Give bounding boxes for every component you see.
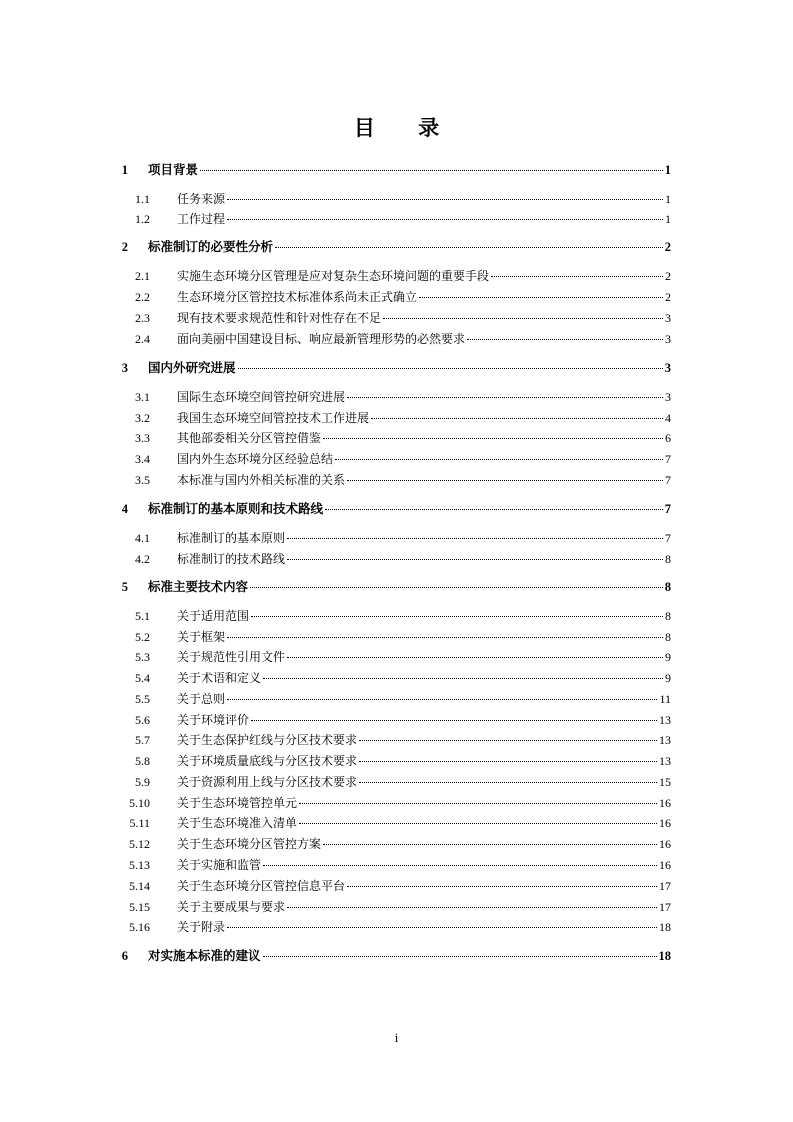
toc-entry-line (177, 532, 671, 544)
toc-section-entry[interactable] (0, 809, 793, 829)
toc-chapter-entry[interactable] (0, 942, 793, 962)
toc-page-number: 1 (665, 212, 671, 226)
toc-chapter-entry[interactable] (0, 495, 793, 515)
toc-label: 实施生态环境分区管理是应对复杂生态环境问题的重要手段 (177, 269, 490, 283)
toc-number: 2.4 (135, 332, 150, 346)
toc-section-entry[interactable] (0, 602, 793, 622)
toc-label: 本标准与国内外相关标准的关系 (177, 473, 346, 487)
toc-number: 3.1 (135, 390, 150, 404)
toc-page-number: 7 (665, 473, 671, 487)
toc-entry-line (148, 578, 671, 594)
toc-leader-dots (227, 927, 657, 928)
toc-entry-line (148, 359, 671, 375)
toc-leader-dots (371, 418, 663, 419)
toc-number: 2.2 (135, 290, 150, 304)
toc-section-entry[interactable] (0, 872, 793, 892)
toc-page-number: 17 (659, 879, 671, 893)
toc-leader-dots (323, 438, 663, 439)
toc-entry-line (177, 651, 671, 663)
toc-chapter-entry[interactable] (0, 233, 793, 253)
toc-number: 2.1 (135, 269, 150, 283)
toc-entry-line (177, 432, 671, 444)
toc-number: 2.3 (135, 311, 150, 325)
toc-leader-dots (287, 559, 663, 560)
toc-label: 关于环境质量底线与分区技术要求 (177, 754, 358, 768)
toc-number: 6 (121, 948, 128, 963)
toc-leader-dots (299, 803, 657, 804)
toc-number: 5.8 (135, 754, 150, 768)
toc-label: 关于总则 (177, 692, 226, 706)
toc-leader-dots (263, 865, 657, 866)
toc-entry-line (148, 161, 671, 177)
toc-page-number: 13 (659, 713, 671, 727)
toc-number: 5.16 (129, 920, 150, 934)
toc-entry-line (177, 553, 671, 565)
toc-page-number: 16 (659, 837, 671, 851)
toc-section-entry[interactable] (0, 466, 793, 486)
toc-label: 生态环境分区管控技术标准体系尚未正式确立 (177, 290, 418, 304)
toc-chapter-entry[interactable] (0, 573, 793, 593)
toc-leader-dots (419, 297, 663, 298)
toc-section-entry[interactable] (0, 325, 793, 345)
toc-chapter-entry[interactable] (0, 156, 793, 176)
toc-leader-dots (227, 219, 663, 220)
toc-label: 标准制订的必要性分析 (148, 238, 274, 254)
toc-entry-line (177, 838, 671, 850)
toc-page-number: 16 (659, 858, 671, 872)
toc-number: 5.13 (129, 858, 150, 872)
toc-entry-line (177, 859, 671, 871)
toc-label: 项目背景 (148, 161, 199, 177)
toc-entry-line (177, 631, 671, 643)
toc-section-entry[interactable] (0, 830, 793, 850)
toc-number: 3 (121, 360, 128, 375)
toc-leader-dots (287, 907, 657, 908)
toc-page-number: 9 (665, 671, 671, 685)
toc-label: 我国生态环境空间管控技术工作进展 (177, 411, 370, 425)
toc-entry-line (177, 776, 671, 788)
toc-leader-dots (263, 678, 663, 679)
toc-leader-dots (347, 886, 657, 887)
toc-leader-dots (287, 538, 663, 539)
toc-entry-line (177, 817, 671, 829)
toc-label: 国内外研究进展 (148, 359, 236, 375)
toc-number: 3.5 (135, 473, 150, 487)
toc-label: 关于适用范围 (177, 609, 250, 623)
toc-page-number: 13 (659, 754, 671, 768)
toc-page-number: 8 (665, 630, 671, 644)
toc-entry-line (177, 333, 671, 345)
toc-page-number: 2 (665, 269, 671, 283)
toc-number: 5.1 (135, 609, 150, 623)
toc-page-number: 8 (665, 552, 671, 566)
toc-page-number: 3 (664, 360, 671, 375)
toc-page-number: 2 (665, 290, 671, 304)
toc-entry-line (148, 238, 671, 254)
toc-label: 国内外生态环境分区经验总结 (177, 452, 334, 466)
toc-entry-line (177, 391, 671, 403)
toc-section-entry[interactable] (0, 524, 793, 544)
toc-label: 任务来源 (177, 192, 226, 206)
toc-section-entry[interactable] (0, 304, 793, 324)
toc-number: 1.1 (135, 192, 150, 206)
toc-number: 5.7 (135, 733, 150, 747)
toc-label: 关于环境评价 (177, 713, 250, 727)
toc-entry-line (177, 412, 671, 424)
toc-leader-dots (251, 720, 657, 721)
toc-section-entry[interactable] (0, 643, 793, 663)
toc-leader-dots (251, 616, 663, 617)
toc-page-number: 15 (659, 775, 671, 789)
toc-leader-dots (347, 480, 663, 481)
toc-label: 关于生态保护红线与分区技术要求 (177, 733, 358, 747)
toc-entry-line (148, 500, 671, 516)
toc-leader-dots (323, 844, 657, 845)
toc-leader-dots (275, 247, 663, 248)
toc-section-entry[interactable] (0, 747, 793, 767)
toc-entry-line (177, 270, 671, 282)
toc-section-entry[interactable] (0, 685, 793, 705)
toc-number: 3.2 (135, 411, 150, 425)
toc-section-entry[interactable] (0, 185, 793, 205)
toc-page-number: 7 (665, 531, 671, 545)
toc-leader-dots (200, 170, 663, 171)
toc-page-number: 1 (665, 192, 671, 206)
toc-number: 5.5 (135, 692, 150, 706)
page-title: 目 录 (353, 116, 458, 140)
toc-entry-line (177, 693, 671, 705)
toc-leader-dots (359, 761, 657, 762)
toc-number: 5.4 (135, 671, 150, 685)
toc-number: 4 (121, 501, 128, 516)
toc-page-number: 16 (659, 816, 671, 830)
toc-number: 5.2 (135, 630, 150, 644)
toc-label: 关于规范性引用文件 (177, 650, 286, 664)
toc-page-number: 18 (658, 948, 671, 963)
toc-leader-dots (359, 782, 657, 783)
toc-label: 关于实施和监管 (177, 858, 262, 872)
toc-page-number: 7 (665, 452, 671, 466)
toc-leader-dots (325, 509, 663, 510)
toc-label: 关于主要成果与要求 (177, 900, 286, 914)
toc-label: 其他部委相关分区管控借鉴 (177, 431, 322, 445)
toc-section-entry[interactable] (0, 726, 793, 746)
toc-entry-line (177, 797, 671, 809)
toc-section-entry[interactable] (0, 893, 793, 913)
toc-leader-dots (383, 318, 663, 319)
toc-number: 5.10 (129, 796, 150, 810)
toc-number: 5.15 (129, 900, 150, 914)
toc-entry-line (177, 901, 671, 913)
toc-label: 关于框架 (177, 630, 226, 644)
toc-label: 关于生态环境分区管控信息平台 (177, 879, 346, 893)
toc-leader-dots (491, 276, 663, 277)
toc-label: 面向美丽中国建设目标、响应最新管理形势的必然要求 (177, 332, 466, 346)
toc-label: 标准制订的基本原则 (177, 531, 286, 545)
toc-label: 关于生态环境分区管控方案 (177, 837, 322, 851)
toc-entry-line (177, 312, 671, 324)
toc-label: 标准主要技术内容 (148, 578, 249, 594)
toc-number: 5.3 (135, 650, 150, 664)
toc-page-number: 17 (659, 900, 671, 914)
toc-leader-dots (227, 637, 663, 638)
toc-page-number: 3 (665, 311, 671, 325)
toc-section-entry[interactable] (0, 768, 793, 788)
toc-section-entry[interactable] (0, 205, 793, 225)
toc-page-number: 16 (659, 796, 671, 810)
toc-section-entry[interactable] (0, 851, 793, 871)
toc-leader-dots (238, 368, 663, 369)
toc-section-entry[interactable] (0, 664, 793, 684)
toc-page-number: 2 (664, 239, 671, 254)
toc-number: 5.12 (129, 837, 150, 851)
toc-page-number: 7 (664, 501, 671, 516)
toc-leader-dots (287, 657, 663, 658)
toc-number: 3.4 (135, 452, 150, 466)
toc-page-number: 4 (665, 411, 671, 425)
toc-leader-dots (227, 199, 663, 200)
toc-label: 关于生态环境管控单元 (177, 796, 298, 810)
toc-leader-dots (250, 587, 663, 588)
toc-number: 4.2 (135, 552, 150, 566)
toc-page-number: 18 (659, 920, 671, 934)
toc-label: 国际生态环境空间管控研究进展 (177, 390, 346, 404)
toc-section-entry[interactable] (0, 623, 793, 643)
toc-entry-line (177, 193, 671, 205)
toc-page-number: 8 (665, 609, 671, 623)
toc-page-number: 13 (659, 733, 671, 747)
toc-label: 关于术语和定义 (177, 671, 262, 685)
toc-number: 5 (121, 579, 128, 594)
toc-label: 关于生态环境准入清单 (177, 816, 298, 830)
toc-section-entry[interactable] (0, 283, 793, 303)
toc-section-entry[interactable] (0, 913, 793, 933)
toc-page-number: 6 (665, 431, 671, 445)
toc-page-number: 1 (664, 162, 671, 177)
toc-leader-dots (227, 699, 657, 700)
toc-leader-dots (359, 740, 657, 741)
toc-entry-line (177, 291, 671, 303)
toc-leader-dots (299, 823, 657, 824)
toc-number: 1.2 (135, 212, 150, 226)
toc-number: 5.14 (129, 879, 150, 893)
toc-leader-dots (347, 397, 663, 398)
toc-page-number: 3 (665, 332, 671, 346)
toc-section-entry[interactable] (0, 706, 793, 726)
toc-entry-line (177, 213, 671, 225)
toc-entry-line (177, 734, 671, 746)
toc-page-number: 3 (665, 390, 671, 404)
toc-label: 关于附录 (177, 920, 226, 934)
toc-section-entry[interactable] (0, 262, 793, 282)
toc-entry-line (177, 755, 671, 767)
toc-label: 工作过程 (177, 212, 226, 226)
toc-entry-line (177, 610, 671, 622)
toc-entry-line (148, 947, 671, 963)
toc-entry-line (177, 714, 671, 726)
toc-section-entry[interactable] (0, 404, 793, 424)
toc-page-number: 8 (664, 579, 671, 594)
toc-page-number: 9 (665, 650, 671, 664)
toc-number: 5.11 (129, 816, 150, 830)
toc-entry-line (177, 453, 671, 465)
toc-number: 4.1 (135, 531, 150, 545)
toc-section-entry[interactable] (0, 383, 793, 403)
footer-page-number: i (394, 1030, 399, 1045)
toc-page-number: 11 (659, 692, 671, 706)
toc-chapter-entry[interactable] (0, 354, 793, 374)
toc-leader-dots (335, 459, 663, 460)
toc-number: 5.6 (135, 713, 150, 727)
toc-number: 2 (121, 239, 128, 254)
toc-entry-line (177, 474, 671, 486)
toc-label: 关于资源利用上线与分区技术要求 (177, 775, 358, 789)
toc-section-entry[interactable] (0, 545, 793, 565)
toc-entry-line (177, 880, 671, 892)
toc-label: 标准制订的基本原则和技术路线 (148, 500, 324, 516)
toc-leader-dots (263, 956, 657, 957)
toc-entry-line (177, 672, 671, 684)
toc-entry-line (177, 921, 671, 933)
toc-number: 3.3 (135, 431, 150, 445)
toc-label: 标准制订的技术路线 (177, 552, 286, 566)
toc-number: 5.9 (135, 775, 150, 789)
toc-section-entry[interactable] (0, 789, 793, 809)
toc-number: 1 (121, 162, 128, 177)
toc-section-entry[interactable] (0, 424, 793, 444)
toc-label: 现有技术要求规范性和针对性存在不足 (177, 311, 382, 325)
toc-section-entry[interactable] (0, 445, 793, 465)
toc-label: 对实施本标准的建议 (148, 947, 261, 963)
toc-leader-dots (467, 339, 663, 340)
